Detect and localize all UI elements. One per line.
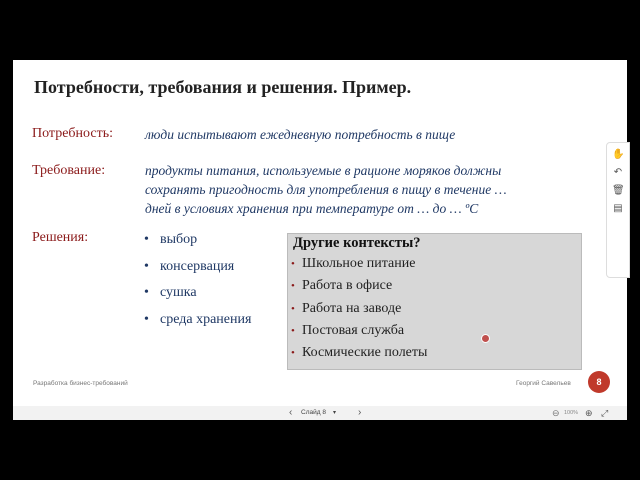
requirement-text	[145, 161, 507, 218]
zoom-in-button[interactable]: ⊕	[585, 408, 593, 418]
laser-pointer-icon	[481, 334, 490, 343]
chevron-down-icon[interactable]: ▾	[333, 410, 337, 416]
list-item: • Постовая служба	[291, 322, 405, 338]
requirement-line: дней в условиях хранения при температуре от … до … ºС	[145, 201, 479, 216]
bullet-icon: •	[291, 258, 295, 270]
contexts-title: Другие контексты?	[293, 235, 421, 251]
need-text: люди испытывают ежедневную потребность в пище	[145, 127, 456, 142]
bullet-icon: •	[291, 324, 295, 337]
contexts-list	[291, 256, 427, 367]
bullet-icon: •	[144, 258, 149, 274]
list-item: • Школьное питание	[291, 256, 416, 271]
list-item: • Работа на заводе	[291, 300, 402, 316]
previous-slide-button[interactable]: ‹	[289, 407, 293, 418]
annotation-toolbar	[606, 142, 630, 278]
slide	[13, 60, 627, 406]
slide-selector[interactable]: Слайд 8	[301, 409, 326, 416]
solutions-label: Решения:	[32, 230, 89, 245]
contexts-box	[287, 233, 582, 370]
requirement-label: Требование:	[32, 163, 106, 178]
chart-icon[interactable]: ▤	[613, 203, 623, 214]
bullet-icon: •	[144, 285, 149, 300]
bullet-icon: •	[291, 302, 295, 315]
undo-icon[interactable]: ↶	[613, 167, 623, 178]
bullet-icon: •	[144, 232, 149, 247]
next-slide-button[interactable]: ›	[358, 407, 362, 418]
fullscreen-button[interactable]: ⤢	[601, 408, 609, 418]
need-label: Потребность:	[32, 126, 113, 141]
trash-icon[interactable]: 🗑	[612, 185, 625, 196]
requirement-line: продукты питания, используемые в рационе моряков должны	[145, 163, 502, 178]
requirement-line: сохранять пригодность для употребления в пищу в течение …	[145, 182, 507, 197]
presentation-viewer	[13, 60, 627, 420]
list-item: • выбор	[144, 232, 198, 247]
zoom-level: 100%	[564, 410, 579, 416]
zoom-out-button[interactable]: ⊖	[552, 408, 560, 418]
slide-title: Потребности, требования и решения. Пример.	[34, 77, 412, 97]
list-item: • сушка	[144, 285, 197, 300]
list-item: • среда хранения	[144, 311, 252, 327]
bullet-icon: •	[291, 280, 295, 293]
bullet-icon: •	[291, 347, 295, 360]
bullet-icon: •	[144, 311, 149, 327]
list-item: • Космические полеты	[291, 345, 428, 361]
hand-icon[interactable]: ✋	[612, 149, 625, 160]
list-item: • консервация	[144, 258, 235, 274]
slide-navigation-bar	[13, 406, 627, 420]
footer-author: Георгий Савельев	[516, 380, 571, 387]
list-item: • Работа в офисе	[291, 278, 393, 294]
solutions-list	[144, 232, 251, 338]
footer-course-title: Разработка бизнес-требований	[33, 380, 128, 387]
page-number-badge: 8	[588, 371, 610, 393]
